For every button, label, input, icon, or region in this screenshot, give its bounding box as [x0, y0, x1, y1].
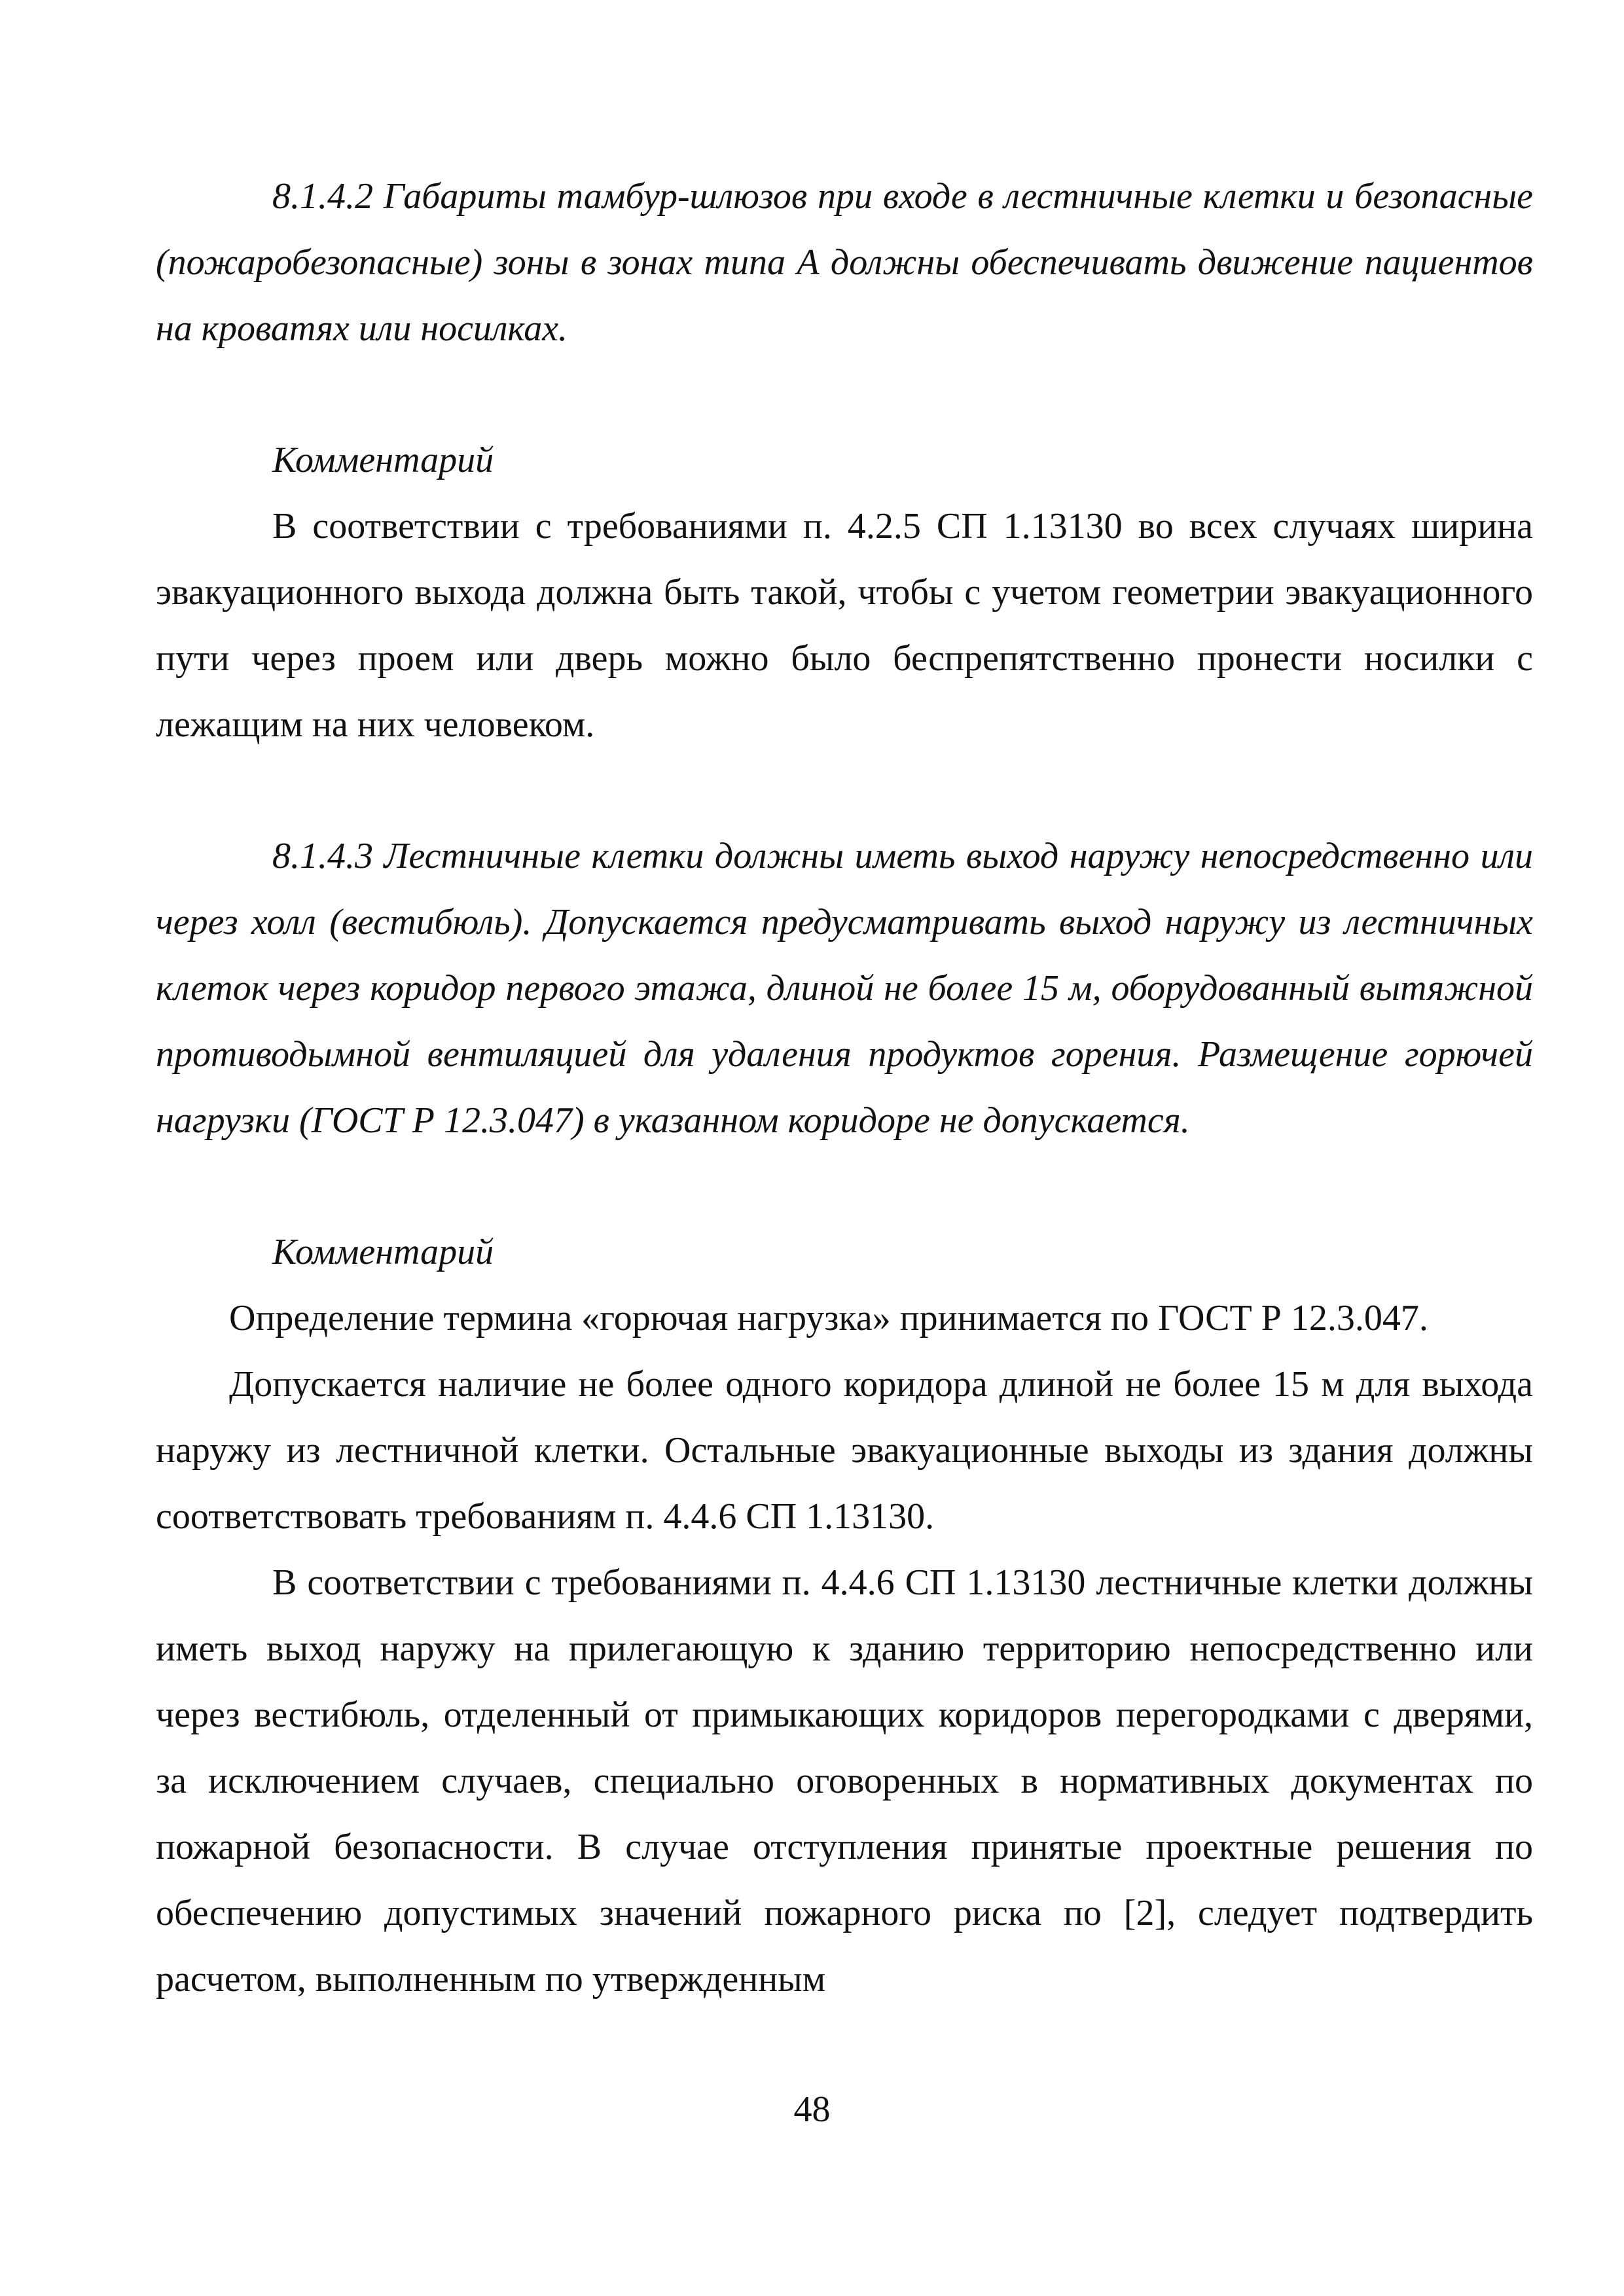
spacer: [156, 758, 1533, 823]
comment-heading: Комментарий: [272, 1232, 494, 1272]
section-8-1-4-2: 8.1.4.2 Габариты тамбур-шлюзов при входе в лестничные клетки и безопасные (пожаробезопасные) зоны в зонах типа А должны обеспечивать движение пациентов на кроватях или носилках.: [156, 176, 1533, 349]
spacer: [156, 362, 1533, 427]
comment-1-text: В соответствии с требованиями п. 4.2.5 СП 1.13130 во всех случаях ширина эвакуационного выхода должна быть такой, чтобы с учетом геометрии эвакуационного пути через проем или дверь можно было беспрепятственно пронести носилки с лежащим на них человеком.: [156, 506, 1533, 745]
page-number: 48: [793, 2089, 831, 2130]
comment-2-para-3: В соответствии с требованиями п. 4.4.6 СП 1.13130 лестничные клетки должны иметь выход наружу на прилегающую к зданию территорию непосредственно или через вестибюль, отделенный от примыкающих коридоров перегородками с дверями, за исключением случаев, специально оговоренных в нормативных документах по пожарной безопасности. В случае отступления принятые проектные решения по обеспечению допустимых значений пожарного риска по [2], следует подтвердить расчетом, выполненным по утвержденным: [156, 1562, 1533, 2000]
comment-2-para-1: Определение термина «горючая нагрузка» принимается по ГОСТ Р 12.3.047.: [229, 1298, 1428, 1338]
comment-heading: Комментарий: [272, 440, 494, 480]
spacer: [156, 1154, 1533, 1219]
document-page: [156, 164, 1533, 2013]
comment-2-para-2: Допускается наличие не более одного коридора длиной не более 15 м для выхода наружу из лестничной клетки. Остальные эвакуационные выходы из здания должны соответствовать требованиям п. 4.4.6 СП 1.13130.: [156, 1364, 1533, 1537]
section-8-1-4-3: 8.1.4.3 Лестничные клетки должны иметь выход наружу непосредственно или через холл (вестибюль). Допускается предусматривать выход наружу из лестничных клеток через коридор первого этажа, длиной не более 15 м, оборудованный вытяжной противодымной вентиляцией для удаления продуктов горения. Размещение горючей нагрузки (ГОСТ Р 12.3.047) в указанном коридоре не допускается.: [156, 836, 1533, 1141]
